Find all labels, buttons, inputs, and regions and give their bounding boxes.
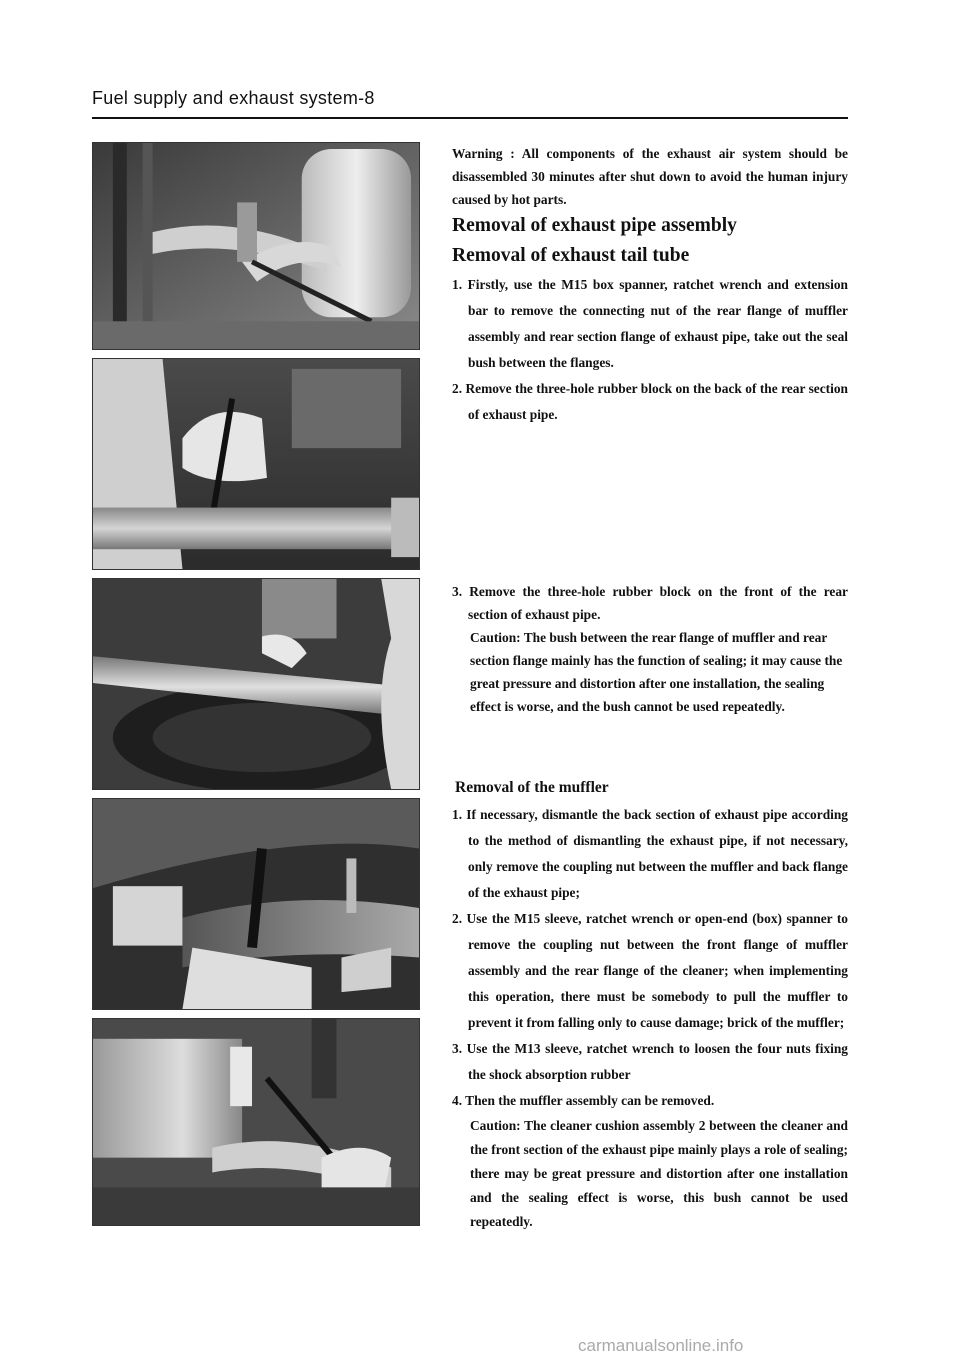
muffler-step-3: 3. Use the M13 sleeve, ratchet wrench to loosen the four nuts fixing the shock absorption rubber	[452, 1041, 848, 1082]
caution-bush-sealing: Caution: The bush between the rear flange of muffler and rear section flange mainly has the function of sealing; it may cause the great pressure and distortion after one installation, the sealing effect is worse, and the bush cannot be used repeatedly.	[470, 630, 843, 714]
muffler-step-1: 1. If necessary, dismantle the back section of exhaust pipe according to the method of dismantling the exhaust pipe, if not necessary, only remove the coupling nut between the muffler and back flange of the exhaust pipe;	[452, 807, 848, 900]
muffler-steps	[452, 802, 848, 1114]
warning-note: Warning : All components of the exhaust air system should be disassembled 30 minutes after shut down to avoid the human injury caused by hot parts.	[452, 146, 848, 207]
heading-removal-exhaust-pipe: Removal of exhaust pipe assembly	[452, 215, 737, 236]
photo-wrench-three-hole-block	[92, 358, 420, 570]
caution-cleaner-cushion: Caution: The cleaner cushion assembly 2 between the cleaner and the front section of the exhaust pipe mainly plays a role of sealing; there may be great pressure and distortion after one installation and the sealing effect is worse, this bush cannot be used repeatedly.	[470, 1118, 848, 1229]
watermark-text: carmanualsonline.info	[578, 1336, 744, 1355]
muffler-step-2: 2. Use the M15 sleeve, ratchet wrench or open-end (box) spanner to remove the coupling nut between the front flange of muffler assembly and the rear flange of the cleaner; when implementing this operation, there must be somebody to pull the muffler to prevent it from falling only to cause damage; brick of the muffler;	[452, 911, 848, 1030]
step-2-remove-back-rubber-block: 2. Remove the three-hole rubber block on the back of the rear section of exhaust pipe.	[452, 381, 848, 422]
page-header-title: Fuel supply and exhaust system-8	[92, 88, 375, 108]
tail-tube-steps	[452, 272, 848, 428]
photo-spare-tire-exhaust	[92, 578, 420, 790]
photo-muffler-rear-flange	[92, 142, 420, 350]
photo-muffler-coupling-nut	[92, 798, 420, 1010]
photo-muffler-shock-rubber	[92, 1018, 420, 1226]
step-1-remove-connecting-nut: 1. Firstly, use the M15 box spanner, ratchet wrench and extension bar to remove the connecting nut of the rear flange of muffler assembly and rear section flange of exhaust pipe, take out the seal bush between the flanges.	[452, 277, 848, 370]
header-divider	[92, 117, 848, 119]
heading-removal-muffler: Removal of the muffler	[455, 779, 609, 796]
heading-removal-tail-tube: Removal of exhaust tail tube	[452, 245, 690, 266]
step-3-remove-front-rubber-block: 3. Remove the three-hole rubber block on the front of the rear section of exhaust pipe.	[452, 584, 848, 622]
muffler-step-4: 4. Then the muffler assembly can be removed.	[452, 1093, 715, 1108]
front-block-steps	[452, 580, 848, 626]
